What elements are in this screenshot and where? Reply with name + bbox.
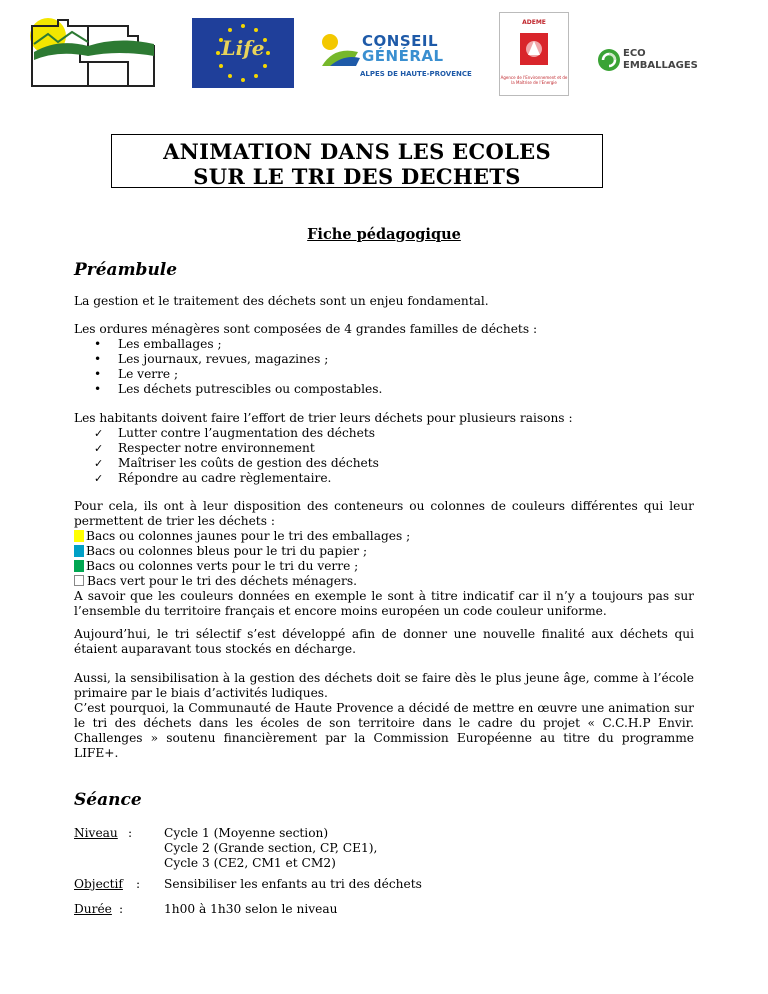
preambule-p8: C’est pourquoi, la Communauté de Haute Provence a décidé de mettre en œuvre une animation sur le tri des déchets dans les écoles de son territoire dans le cadre du projet « C.C.H.P Envir. Challenges » soutenu financièrement par la Commission Européenne au titre du programme LIFE+. [74,701,694,760]
objectif-value: Sensibiliser les enfants au tri des déchets [164,877,422,891]
bin-item-blue [74,544,694,559]
niveau-value: Cycle 1 (Moyenne section) [164,826,329,840]
list-item: ✓ Respecter notre environnement [74,441,694,456]
eco-line1: ECO [623,48,646,59]
title-line2: SUR LE TRI DES DECHETS [193,164,521,189]
list-item: ✓ Lutter contre l’augmentation des déchets [74,426,694,441]
ademe-subtitle: Agence de l'Environnement et de la Maîtrise de l'Energie [500,75,568,85]
niveau-value: Cycle 2 (Grande section, CP, CE1), [164,841,378,855]
preambule-p7: Aussi, la sensibilisation à la gestion des déchets doit se faire dès le plus jeune âge, comme à l’école primaire par le biais d’activités ludiques. [74,671,694,700]
reasons-list [74,426,694,486]
blue-square-icon [74,545,84,557]
bins-block [74,499,694,619]
conseil-general-logo [320,32,472,88]
puzzle-logo [28,16,158,88]
duree-label-text: Durée [74,902,112,916]
bin-text: Bacs ou colonnes verts pour le tri du verre ; [86,559,359,573]
empty-square-icon [74,575,84,586]
cg-line1: CONSEIL [362,32,439,50]
bin-item-household [74,574,694,589]
list-item: ✓ Maîtriser les coûts de gestion des déchets [74,456,694,471]
duree-colon: : [119,902,124,916]
eco-text [623,48,698,72]
families-intro: Les ordures ménagères sont composées de 4 grandes familles de déchets : [74,322,538,336]
life-eu-logo [192,18,294,88]
document-subtitle: Fiche pédagogique [307,226,461,243]
families-block [74,322,694,397]
niveau-value: Cycle 3 (CE2, CM1 et CM2) [164,856,336,870]
yellow-square-icon [74,530,84,542]
green-square-icon [74,560,84,572]
preambule-p7-block [74,671,694,761]
life-text: Life [221,36,265,60]
objectif-label [74,877,123,891]
preambule-p1: La gestion et le traitement des déchets sont un enjeu fondamental. [74,294,489,308]
bins-intro: Pour cela, ils ont à leur disposition des conteneurs ou colonnes de couleurs différentes qui leur permettent de trier les déchets : [74,499,694,528]
bin-text: Bacs ou colonnes jaunes pour le tri des emballages ; [86,529,411,543]
eco-line2: EMBALLAGES [623,60,698,71]
cg-subtitle: ALPES DE HAUTE-PROVENCE [360,70,472,78]
list-item: • Les journaux, revues, magazines ; [74,352,694,367]
bin-text: Bacs vert pour le tri des déchets ménagers. [87,574,357,588]
seance-heading: Séance [74,790,142,810]
colour-note: A savoir que les couleurs données en exemple le sont à titre indicatif car il n’y a toujours pas sur l’ensemble du territoire français et encore moins européen un code couleur uniforme. [74,589,694,618]
objectif-colon: : [136,877,141,891]
document-title [111,134,603,188]
ademe-title: ADEME [522,19,546,26]
duree-value: 1h00 à 1h30 selon le niveau [164,902,338,916]
ademe-logo [499,12,569,96]
families-list [74,337,694,397]
objectif-label-text: Objectif [74,877,123,891]
reasons-intro: Les habitants doivent faire l’effort de trier leurs déchets pour plusieurs raisons : [74,411,573,425]
list-item: ✓ Répondre au cadre règlementaire. [74,471,694,486]
list-item: • Les déchets putrescibles ou compostables. [74,382,694,397]
list-item: • Les emballages ; [74,337,694,352]
duree-label [74,902,112,916]
preambule-p6: Aujourd’hui, le tri sélectif s’est développé afin de donner une nouvelle finalité aux déchets qui étaient auparavant tous stockés en décharge. [74,627,694,656]
niveau-values [164,826,377,871]
niveau-colon: : [128,826,133,840]
preambule-heading: Préambule [74,260,178,280]
eco-emballages-logo [597,46,717,76]
niveau-label-text: Niveau [74,826,118,840]
cg-line2: GÉNÉRAL [362,47,444,65]
title-line1: ANIMATION DANS LES ECOLES [163,139,551,164]
logo-bar [0,12,768,96]
list-item: • Le verre ; [74,367,694,382]
niveau-label [74,826,118,840]
bin-item-green [74,559,694,574]
reasons-block [74,411,694,486]
bin-text: Bacs ou colonnes bleus pour le tri du papier ; [86,544,368,558]
bin-item-yellow [74,529,694,544]
